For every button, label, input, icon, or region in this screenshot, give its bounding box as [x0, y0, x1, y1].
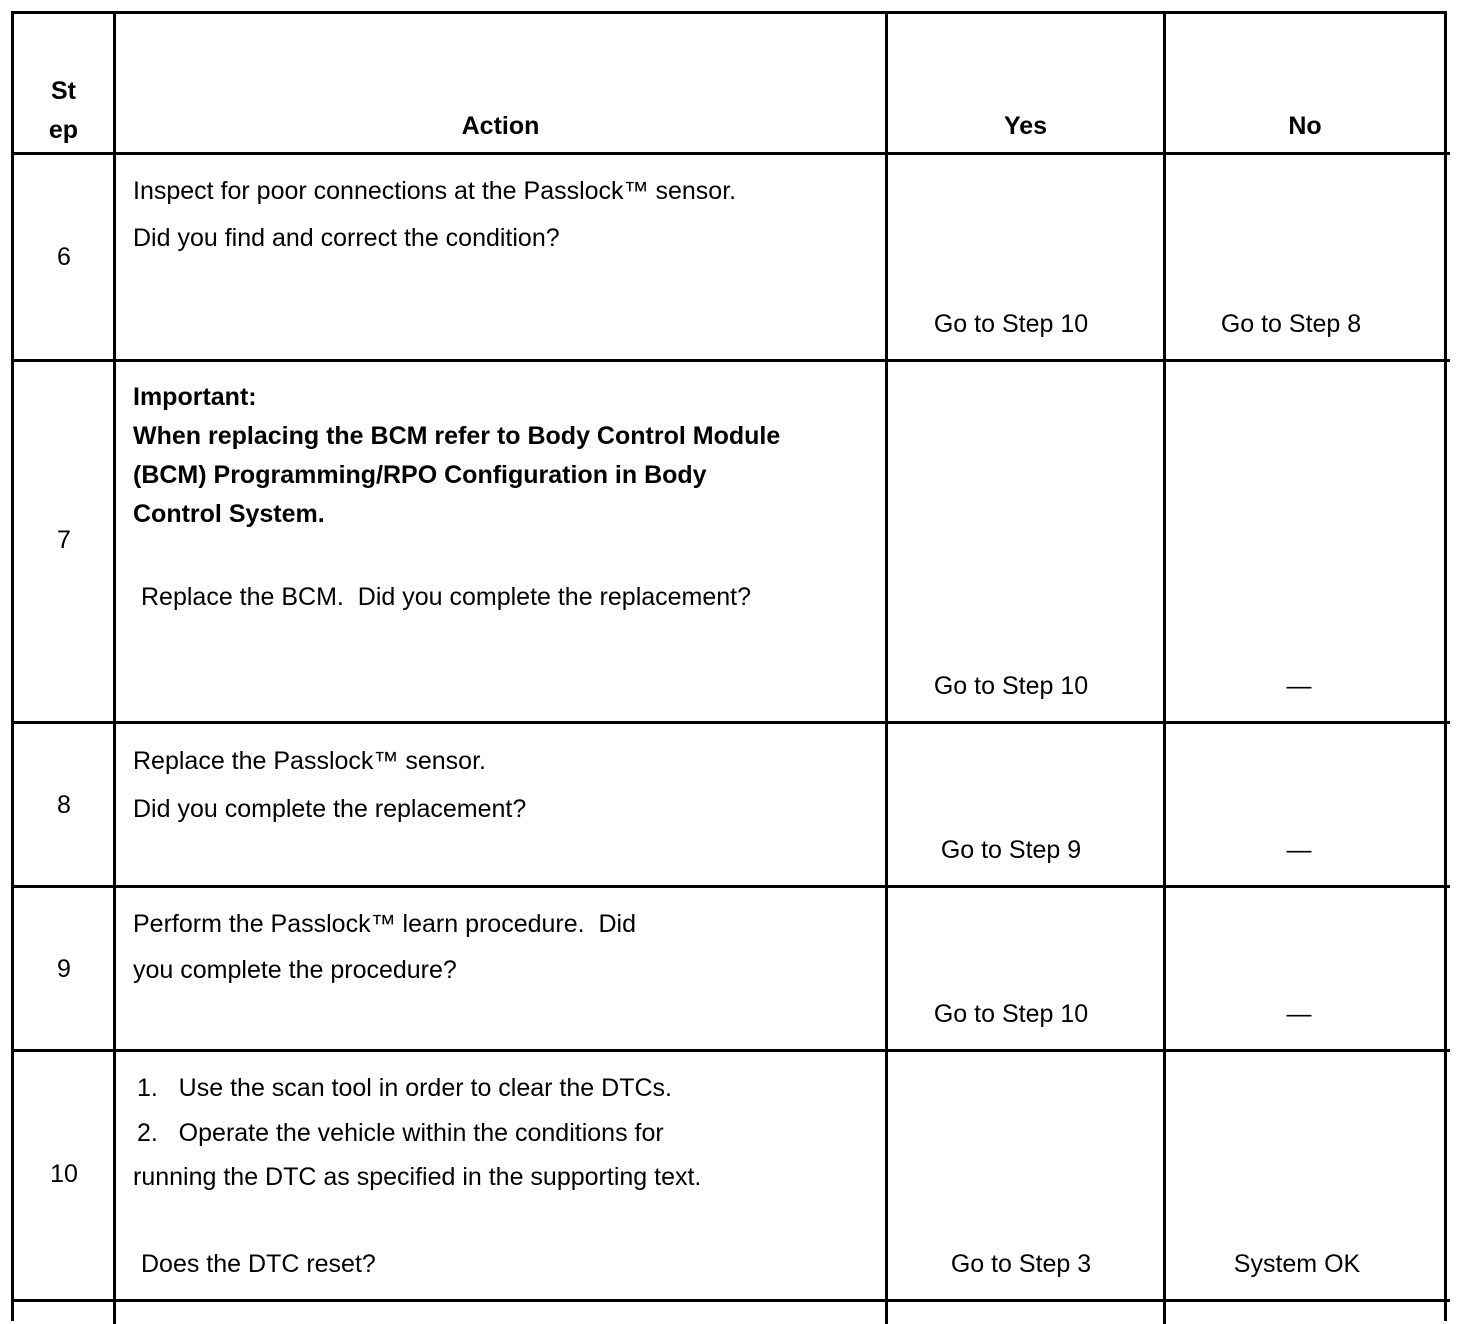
header-step	[14, 72, 113, 150]
action-text: running the DTC as specified in the supporting text.	[133, 1163, 702, 1191]
column-divider	[885, 14, 888, 1324]
action-text: Inspect for poor connections at the Passlock™ sensor.	[133, 177, 737, 205]
action-text: Did you complete the replacement?	[133, 795, 527, 823]
step-number: 8	[57, 791, 71, 819]
yes-result: Go to Step 3	[950, 1250, 1092, 1278]
row-divider	[14, 359, 1450, 362]
row-divider	[14, 152, 1450, 155]
action-text: Does the DTC reset?	[141, 1250, 376, 1278]
important-text: (BCM) Programming/RPO Configuration in Body	[133, 461, 707, 489]
row-divider	[14, 721, 1450, 724]
important-label: Important:	[133, 383, 257, 411]
no-result: —	[1286, 836, 1312, 864]
action-text: Perform the Passlock™ learn procedure. Did	[133, 910, 636, 938]
yes-result: Go to Step 10	[933, 310, 1089, 338]
yes-result: Go to Step 10	[933, 672, 1089, 700]
row-divider	[14, 885, 1450, 888]
step-number: 10	[50, 1160, 78, 1188]
step-number: 9	[57, 955, 71, 983]
no-result: System OK	[1233, 1250, 1361, 1278]
action-text: you complete the procedure?	[133, 956, 457, 984]
header-no: No	[1288, 112, 1322, 140]
yes-result: Go to Step 9	[940, 836, 1082, 864]
header-action: Action	[461, 112, 540, 140]
header-step-line2: ep	[48, 116, 79, 144]
yes-result: Go to Step 10	[933, 1000, 1089, 1028]
action-text: Replace the Passlock™ sensor.	[133, 747, 486, 775]
action-text: Did you find and correct the condition?	[133, 224, 560, 252]
action-list-item: 1. Use the scan tool in order to clear the DTCs.	[137, 1074, 672, 1102]
column-divider	[113, 14, 116, 1324]
important-text: When replacing the BCM refer to Body Control Module	[133, 422, 781, 450]
row-divider	[14, 1049, 1450, 1052]
column-divider	[1163, 14, 1166, 1324]
no-result: Go to Step 8	[1220, 310, 1362, 338]
important-text: Control System.	[133, 500, 325, 528]
step-number: 7	[57, 526, 71, 554]
row-divider	[14, 1299, 1450, 1302]
diagnostic-table	[11, 11, 1447, 1321]
no-result: —	[1286, 1000, 1312, 1028]
action-list-item: 2. Operate the vehicle within the conditions for	[137, 1119, 664, 1147]
header-yes: Yes	[1003, 112, 1048, 140]
no-result: —	[1286, 672, 1312, 700]
step-number: 6	[57, 243, 71, 271]
header-step-line1: St	[51, 77, 76, 105]
action-text: Replace the BCM. Did you complete the replacement?	[141, 583, 752, 611]
